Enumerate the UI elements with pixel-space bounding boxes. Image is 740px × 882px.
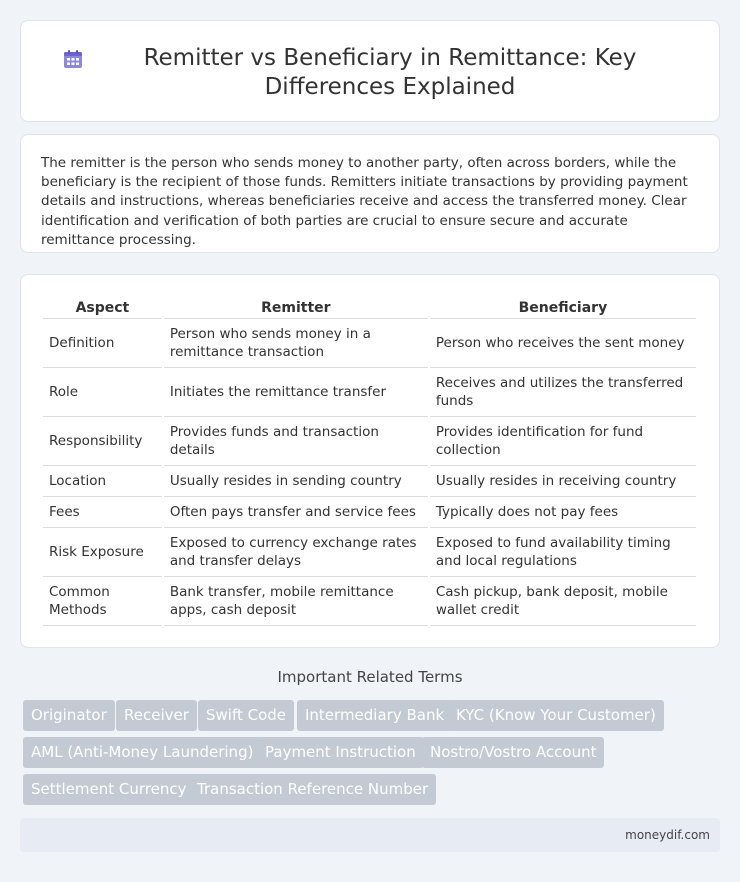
table-row: [43, 417, 696, 466]
footer-site-name: moneydif.com: [625, 828, 710, 842]
table-cell: Risk Exposure: [43, 528, 162, 577]
table-row: [43, 577, 696, 626]
intro-card: [20, 134, 720, 253]
calendar-grid-icon: [63, 49, 83, 69]
table-cell: Receives and utilizes the transferred funds: [430, 368, 696, 417]
tag-nostro-vostro-account[interactable]: Nostro/Vostro Account: [422, 737, 604, 768]
column-header-remitter: Remitter: [164, 295, 428, 319]
table-cell: Common Methods: [43, 577, 162, 626]
table-row: [43, 528, 696, 577]
table-cell: Person who sends money in a remittance transaction: [164, 319, 428, 368]
comparison-card: [20, 274, 720, 648]
column-header-beneficiary: Beneficiary: [430, 295, 696, 319]
table-cell: Cash pickup, bank deposit, mobile wallet credit: [430, 577, 696, 626]
related-terms-heading: Important Related Terms: [277, 668, 463, 686]
table-cell: Definition: [43, 319, 162, 368]
column-header-aspect: Aspect: [43, 295, 162, 319]
tag-swift-code[interactable]: Swift Code: [198, 700, 294, 731]
table-cell: Provides funds and transaction details: [164, 417, 428, 466]
tag-aml[interactable]: AML (Anti-Money Laundering): [23, 737, 261, 768]
page-title: Remitter vs Beneficiary in Remittance: Key Differences Explained: [143, 45, 637, 100]
table-cell: Usually resides in sending country: [164, 466, 428, 497]
table-cell: Provides identification for fund collection: [430, 417, 696, 466]
tag-payment-instruction[interactable]: Payment Instruction: [257, 737, 424, 768]
comparison-table: [41, 295, 698, 626]
table-cell: Role: [43, 368, 162, 417]
table-cell: Exposed to fund availability timing and local regulations: [430, 528, 696, 577]
table-cell: Usually resides in receiving country: [430, 466, 696, 497]
tag-transaction-reference-number[interactable]: Transaction Reference Number: [189, 774, 436, 805]
tag-settlement-currency[interactable]: Settlement Currency: [23, 774, 195, 805]
table-row: [43, 319, 696, 368]
intro-paragraph: The remitter is the person who sends money to another party, often across borders, while the beneficiary is the recipient of those funds. Remitters initiate transactions by providing payment details and instructions, whereas beneficiaries receive and access the transferred money. Clear identification and verification of both parties are crucial to ensure secure and accurate remittance processing.: [41, 155, 688, 248]
title-card: [20, 20, 720, 122]
table-cell: Fees: [43, 497, 162, 528]
tag-intermediary-bank[interactable]: Intermediary Bank: [297, 700, 452, 731]
tag-originator[interactable]: Originator: [23, 700, 115, 731]
tag-kyc[interactable]: KYC (Know Your Customer): [448, 700, 664, 731]
table-row: [43, 497, 696, 528]
table-cell: Initiates the remittance transfer: [164, 368, 428, 417]
table-header-row: [43, 295, 696, 319]
table-cell: Responsibility: [43, 417, 162, 466]
table-cell: Exposed to currency exchange rates and transfer delays: [164, 528, 428, 577]
table-cell: Often pays transfer and service fees: [164, 497, 428, 528]
table-cell: Person who receives the sent money: [430, 319, 696, 368]
footer: [20, 818, 720, 852]
table-cell: Bank transfer, mobile remittance apps, cash deposit: [164, 577, 428, 626]
tag-receiver[interactable]: Receiver: [116, 700, 197, 731]
table-cell: Typically does not pay fees: [430, 497, 696, 528]
table-row: [43, 466, 696, 497]
table-cell: Location: [43, 466, 162, 497]
table-row: [43, 368, 696, 417]
